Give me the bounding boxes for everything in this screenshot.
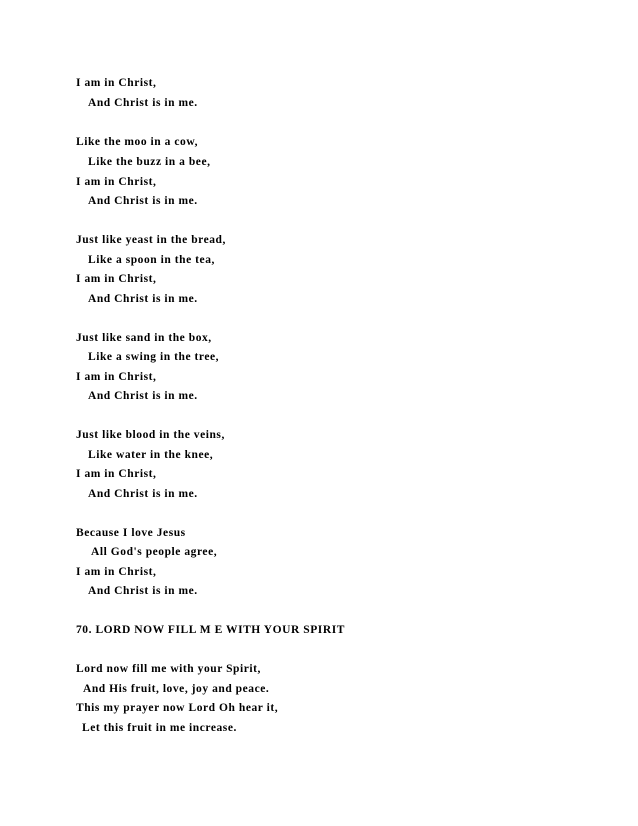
verse-line: Just like sand in the box, <box>76 332 212 344</box>
verse-line: All God's people agree, <box>91 546 218 558</box>
song-line: Lord now fill me with your Spirit, <box>76 663 261 675</box>
verse-line: And Christ is in me. <box>88 293 198 305</box>
song-heading: 70. LORD NOW FILL M E WITH YOUR SPIRIT <box>76 624 345 636</box>
verse-line: I am in Christ, <box>76 371 157 383</box>
verse-line: Like the buzz in a bee, <box>88 156 211 168</box>
verse-line: Because I love Jesus <box>76 527 186 539</box>
verse-line: Like the moo in a cow, <box>76 136 198 148</box>
verse-line: And Christ is in me. <box>88 390 198 402</box>
verse-line: Just like yeast in the bread, <box>76 234 226 246</box>
verse-line: I am in Christ, <box>76 77 157 89</box>
verse-line: And Christ is in me. <box>88 97 198 109</box>
verse-line: Like a swing in the tree, <box>88 351 220 363</box>
verse-line: I am in Christ, <box>76 176 157 188</box>
song-line: And His fruit, love, joy and peace. <box>83 683 270 695</box>
song-line: This my prayer now Lord Oh hear it, <box>76 702 279 714</box>
verse-line: Just like blood in the veins, <box>76 429 225 441</box>
verse-line: And Christ is in me. <box>88 585 198 597</box>
verse-line: I am in Christ, <box>76 566 157 578</box>
verse-line: I am in Christ, <box>76 468 157 480</box>
verse-line: Like water in the knee, <box>88 449 214 461</box>
song-line: Let this fruit in me increase. <box>82 722 237 734</box>
verse-line: And Christ is in me. <box>88 488 198 500</box>
verse-line: And Christ is in me. <box>88 195 198 207</box>
verse-line: Like a spoon in the tea, <box>88 254 215 266</box>
verse-line: I am in Christ, <box>76 273 157 285</box>
